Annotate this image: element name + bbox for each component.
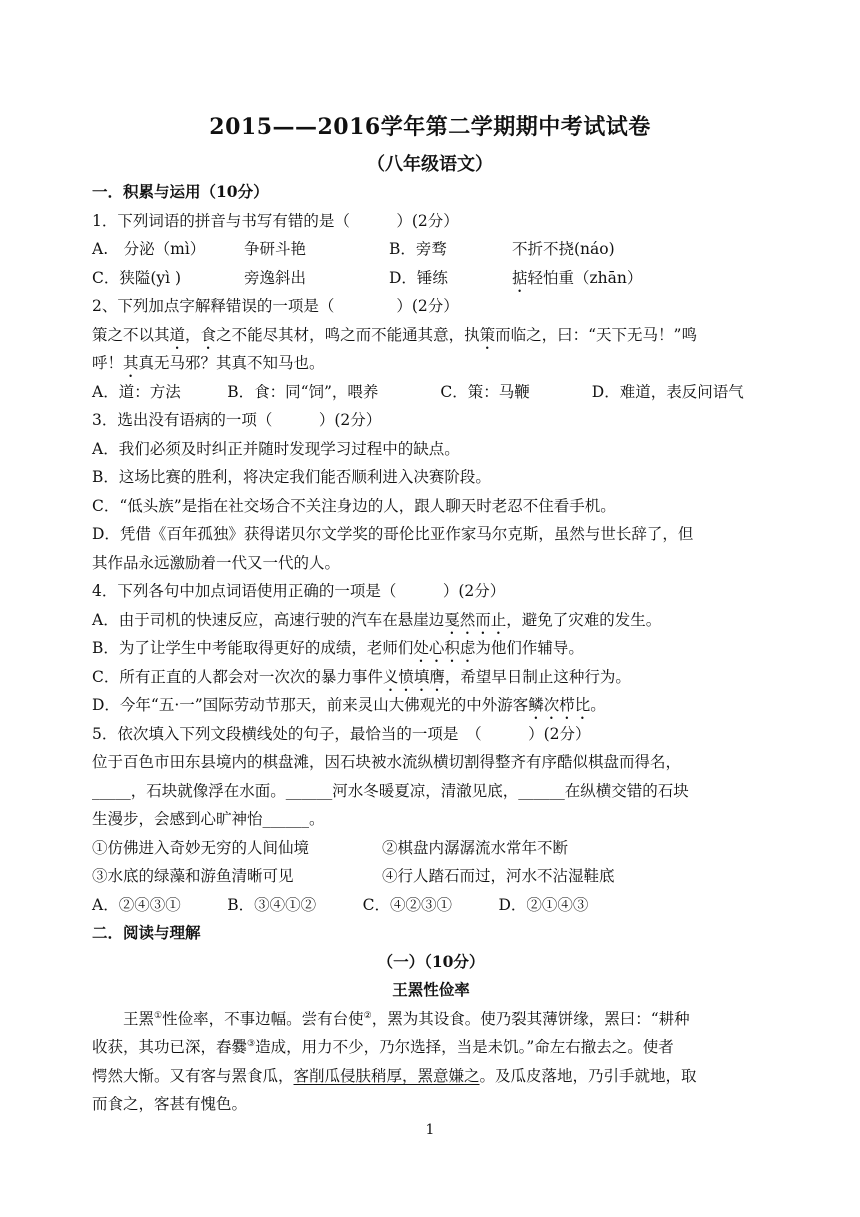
exam-title: 2015——2016学年第二学期期中考试试卷	[209, 114, 651, 140]
dotted-char: 掂	[512, 268, 528, 287]
option-b-part2: 不折不挠(náo)	[512, 240, 615, 258]
option-d-part1: D．锤练	[389, 268, 448, 287]
question-2-passage-line1: 策之不以其道，食之不能尽其材，鸣之而不能通其意，执策而临之，曰：“天下无马！”鸣	[92, 325, 697, 344]
question-3-option-a: A．我们必须及时纠正并随时发现学习过程中的缺点。	[92, 439, 460, 458]
section-heading: 一．积累与运用（10分）	[92, 182, 269, 201]
question-5-passage-line2: _____，石块就像浮在水面。______河水冬暖夏凉，清澈见底，______在纵横交错的石块	[92, 781, 689, 800]
dotted-char: 道	[169, 325, 186, 344]
exam-subtitle: （八年级语文）	[367, 154, 493, 175]
page-number: 1	[425, 1122, 435, 1138]
passage-line-1: 王罴①性俭率，不事边幅。尝有台使②，罴为其设食。使乃裂其薄饼缘，罴曰：“耕种	[123, 1009, 690, 1028]
dotted-char: 策	[479, 325, 496, 344]
dotted-phrase: 鳞次栉比	[528, 696, 591, 714]
question-4-stem: 4．下列各句中加点词语使用正确的一项是（ ）(2分）	[92, 582, 506, 600]
dotted-char: 食	[200, 325, 217, 344]
option-a-part1: A. 分泌（mì）	[92, 240, 206, 258]
dotted-phrase: 处心积虑	[413, 639, 476, 657]
option-b-part1: B．旁骛	[389, 240, 447, 258]
sentence-3: ③水底的绿藻和游鱼清晰可见	[92, 867, 294, 885]
footnote-marker: ①	[154, 1010, 163, 1021]
dotted-phrase: 戛然而止	[444, 610, 507, 629]
passage-title: 王罴性俭率	[392, 980, 470, 999]
question-5-passage-line3: 生漫步，会感到心旷神怡______。	[92, 810, 325, 828]
reading-part-label: （一）（10分）	[377, 951, 485, 971]
section-heading: 二．阅读与理解	[92, 923, 201, 942]
dotted-char: 其	[123, 354, 139, 372]
question-3-option-d-line1: D．凭借《百年孤独》获得诺贝尔文学奖的哥伦比亚作家马尔克斯，虽然与世长辞了，但	[92, 525, 694, 543]
question-5-passage-line1: 位于百色市田东县境内的棋盘滩，因石块被水流纵横切割得整齐有序酷似棋盘而得名，	[92, 753, 682, 771]
option-c-part2: 旁逸斜出	[244, 268, 307, 287]
question-4-option-b: B．为了让学生中考能取得更好的成绩，老师们处心积虑为他们作辅导。	[92, 639, 584, 657]
question-5-sentences-12	[92, 834, 770, 863]
option-d-part2: 掂轻怕重（zhān）	[512, 268, 643, 287]
question-4-option-a: A．由于司机的快速反应，高速行驶的汽车在悬崖边戛然而止，避免了灾难的发生。	[92, 610, 662, 629]
question-3-option-b: B．这场比赛的胜利，将决定我们能否顺利进入决赛阶段。	[92, 468, 491, 486]
question-3-option-d-line2: 其作品永远激励着一代又一代的人。	[92, 553, 341, 572]
question-4-option-d: D．今年“五·一”国际劳动节那天，前来灵山大佛观光的中外游客鳞次栉比。	[92, 696, 606, 714]
question-1-stem: 1．下列词语的拼音与书写有错的是（ ）(2分）	[92, 211, 459, 230]
underlined-sentence: 客削瓜侵肤稍厚，罴意嫌之	[293, 1066, 480, 1085]
question-1-options-cd	[92, 264, 770, 293]
question-3-option-c: C．“低头族”是指在社交场合不关注身边的人，跟人聊天时老忍不住看手机。	[92, 496, 616, 515]
question-2-passage-line2: 呼！其真无马邪？其真不知马也。	[92, 354, 325, 372]
exam-content	[92, 178, 770, 1119]
option-a-part2: 争研斗艳	[244, 240, 307, 258]
sentence-1: ①仿佛进入奇妙无穷的人间仙境	[92, 838, 310, 857]
question-2-options: A．道：方法 B．食：同“饲”，喂养 C．策：马鞭 D．难道，表反问语气	[92, 382, 744, 401]
sentence-4: ④行人踏石而过，河水不沾湿鞋底	[382, 867, 615, 885]
passage-line-4: 而食之，客甚有愧色。	[92, 1095, 248, 1113]
option-c-part1: C．狭隘(yì )	[92, 268, 182, 287]
passage-line-3: 愕然大惭。又有客与罴食瓜，客削瓜侵肤稍厚，罴意嫌之。及瓜皮落地，乃引手就地，取	[92, 1066, 697, 1085]
dotted-phrase: 义愤填膺	[382, 667, 445, 686]
question-2-stem: 2、下列加点字解释错误的一项是（ ）(2分）	[92, 297, 459, 315]
passage-line-2: 收获，其功已深，舂爨③造成，用力不少，乃尔选择，当是未饥。”命左右撤去之。使者	[92, 1038, 674, 1056]
footnote-marker: ③	[247, 1038, 256, 1049]
question-1-options-ab	[92, 235, 770, 264]
question-5-answers: A．②④③① B．③④①② C．④②③① D．②①④③	[92, 895, 589, 914]
sentence-2: ②棋盘内潺潺流水常年不断	[382, 838, 569, 857]
footnote-marker: ②	[363, 1010, 372, 1021]
question-3-stem: 3．选出没有语病的一项（ ）(2分）	[92, 411, 382, 429]
question-5-sentences-34	[92, 862, 770, 891]
question-5-stem: 5．依次填入下列文段横线处的句子，最恰当的一项是 （ ）(2分）	[92, 724, 591, 743]
question-4-option-c: C．所有正直的人都会对一次次的暴力事件义愤填膺，希望早日制止这种行为。	[92, 667, 631, 686]
